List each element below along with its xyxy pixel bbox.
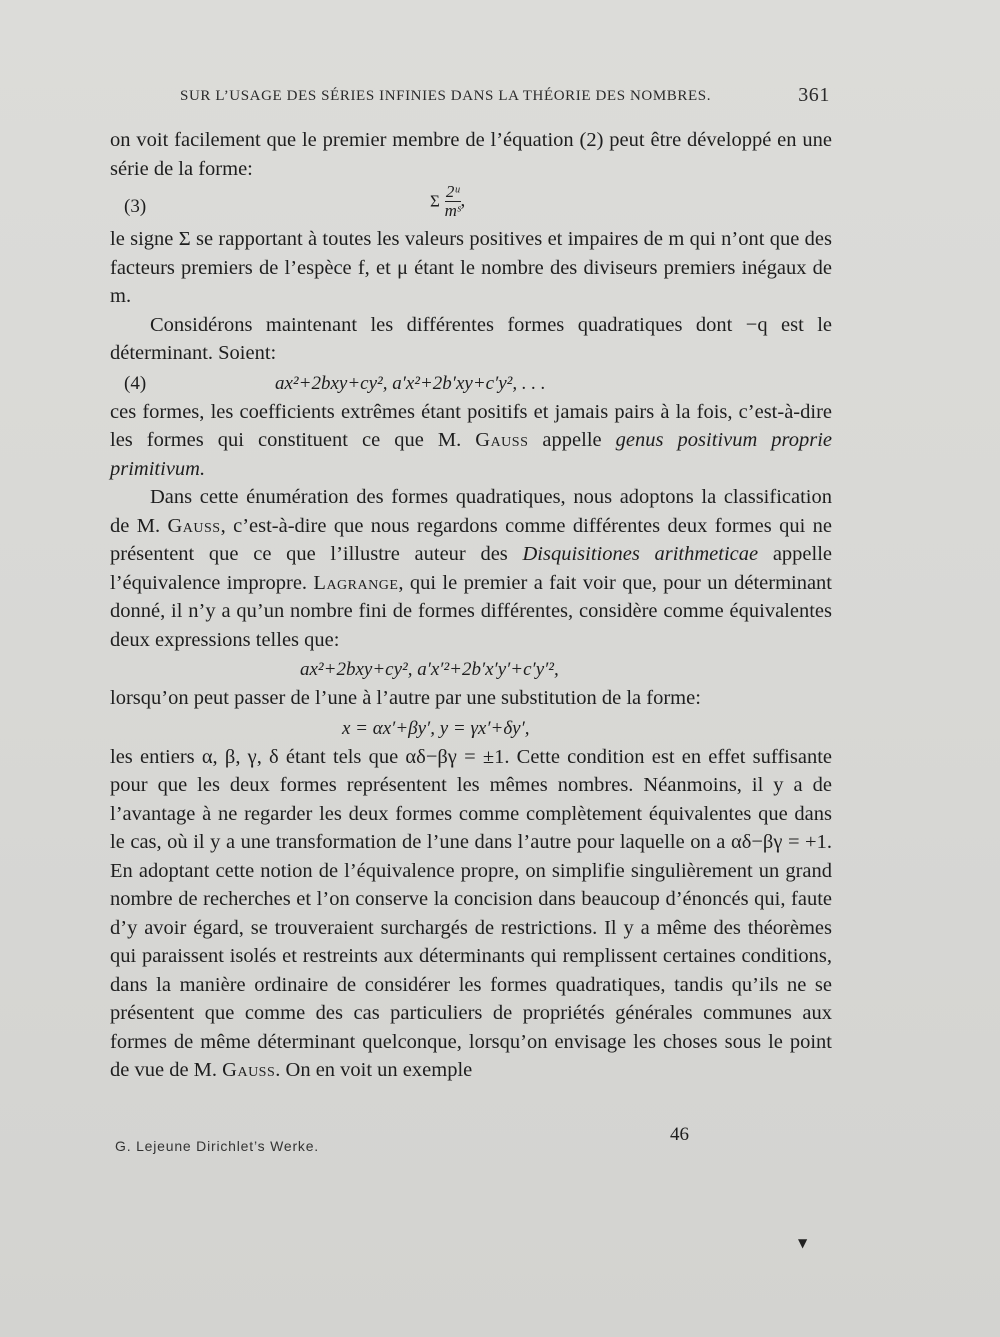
equation-number-3: (3)	[124, 196, 147, 217]
paragraph-7-text-b: . On en voit un exemple	[275, 1059, 473, 1081]
paragraph-4-text-a: ces formes, les coefficients extrêmes étant positifs et jamais pairs à la fois, c’est-à-dire les formes qui constituent ce que M.	[110, 400, 832, 451]
main-text	[110, 126, 832, 1085]
equation-3-tail: ,	[460, 189, 466, 211]
author-name-gauss: Gauss	[222, 1059, 276, 1081]
fraction-numerator: 2ᵘ	[445, 182, 460, 201]
author-name-gauss: Gauss	[167, 514, 221, 537]
paragraph-5	[110, 483, 832, 654]
paragraph-2: le signe Σ se rapportant à toutes les valeurs positives et impaires de m qui n’ont que des facteurs premiers de l’espèce f, et μ étant le nombre des diviseurs premiers inégaux de m.	[110, 228, 832, 307]
signature-number: 46	[670, 1124, 689, 1145]
equation-4	[110, 368, 832, 398]
book-title: Disquisitiones arithmeticae	[522, 543, 759, 565]
paragraph-7-text-a: les entiers α, β, γ, δ étant tels que αδ−βγ = ±1. Cette condition est en effet suffisante pour que les deux formes représentent les mêmes nombres. Néanmoins, il y a de l’avantage à ne regarder les deux formes comme complètement équivalentes que dans le cas, où il y a une transformation de l’une dans l’autre pour laquelle on a αδ−βγ = +1. En adoptant cette notion de l’équivalence propre, on simplifie singulièrement un grand nombre de recherches et l’on conserve la concision dans beaucoup d’énoncés qui, faute d’y avoir égard, se trouveraient surchargés de restrictions. Il y a même des théorèmes qui paraissent isolés et restreints aux déterminants qui remplissent certaines conditions, dans la manière ordinaire de considérer les formes quadratiques, tandis qu’ils ne se présentent que comme des cas particuliers de propriétés générales communes aux formes de même déterminant quelconque, lorsqu’on envisage les choses sous le point de vue de M.	[110, 745, 832, 1081]
fraction	[445, 183, 461, 220]
footer-work-title: G. Lejeune Dirichlet’s Werke.	[115, 1138, 319, 1154]
equation-5-body: ax²+2bxy+cy², a′x′²+2b′x′y′+c′y′²,	[300, 659, 559, 680]
equation-5	[110, 654, 832, 684]
fraction-denominator: mˢ	[444, 201, 461, 220]
equation-6	[110, 713, 832, 743]
paragraph-5-text-d: , qui le premier a fait voir que, pour un déterminant donné, il n’y a qu’un nombre fini de formes différentes, considère comme équivalentes deux expressions telles que:	[110, 571, 832, 651]
paragraph-4	[110, 398, 832, 484]
ink-mark: ▼	[798, 1236, 808, 1250]
author-name-lagrange: Lagrange	[313, 571, 399, 594]
paragraph-5-text-c: appelle l’équivalence impropre.	[110, 543, 833, 594]
equation-3	[110, 183, 832, 225]
author-name-gauss: Gauss	[475, 429, 529, 451]
paragraph-7	[110, 743, 832, 1085]
paragraph-6: lorsqu’on peut passer de l’une à l’autre par une substitution de la forme:	[110, 687, 701, 709]
latin-term: genus positivum proprie primitivum.	[110, 429, 833, 480]
paragraph-5-text-a: Dans cette énumération des formes quadratiques, nous adoptons la classification de M.	[110, 486, 832, 537]
page-number: 361	[798, 84, 830, 106]
sigma-symbol: Σ	[430, 191, 440, 211]
paragraph-1: on voit facilement que le premier membre de l’équation (2) peut être développé en une série de la forme:	[110, 129, 832, 180]
paragraph-5-text-b: , c’est-à-dire que nous regardons comme différentes deux formes qui ne présentent que ce que l’illustre auteur des	[110, 514, 832, 565]
equation-3-body	[430, 183, 465, 220]
paragraph-4-text-b: appelle	[542, 429, 602, 451]
paragraph-3: Considérons maintenant les différentes formes quadratiques dont −q est le déterminant. Soient:	[110, 313, 832, 364]
running-title: SUR L’USAGE DES SÉRIES INFINIES DANS LA THÉORIE DES NOMBRES.	[180, 88, 712, 104]
equation-6-body: x = αx′+βy′, y = γx′+δy′,	[342, 717, 530, 739]
equation-4-body: ax²+2bxy+cy², a′x²+2b′xy+c′y², . . .	[275, 372, 546, 394]
equation-number-4: (4)	[124, 372, 147, 394]
